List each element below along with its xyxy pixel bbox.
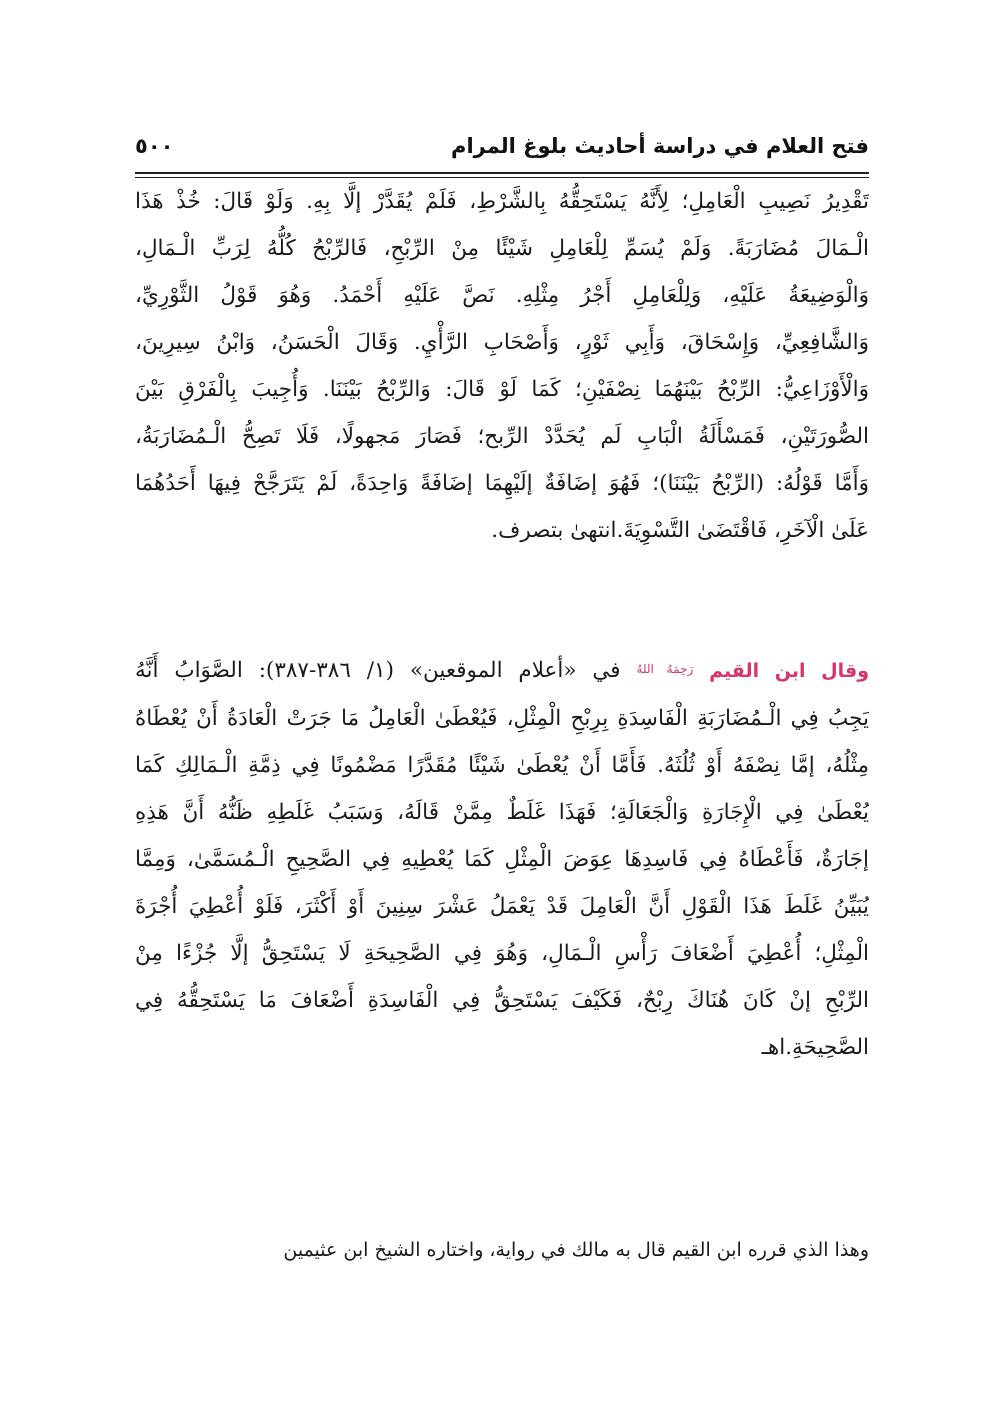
text-line: تَقْدِيرُ نَصِيبِ الْعَامِلِ؛ لِأَنَّهُ يَسْتَحِقُّهُ بِالشَّرْطِ، فَلَمْ يُقَدَّرْ إلَّا بِهِ. وَلَوْ قَالَ: خُذْ هَذَا [135, 189, 869, 214]
text-line: وَالْأَوْزَاعِيُّ: الرِّبْحُ بَيْنَهُمَا نِصْفَيْنِ؛ كَمَا لَوْ قَالَ: وَالرِّبْحُ بَيْنَنَا. وَأُجِيبَ بِالْفَرْقِ بَيْنَ [135, 377, 869, 402]
text-line: الْمِثْلِ؛ أُعْطِيَ أَضْعَافَ رَأْسِ الْـمَالِ، وَهُوَ فِي الصَّحِيحَةِ لَا يَسْتَحِقُّ إلَّا جُزْءًا مِنْ [135, 941, 869, 966]
text-line: يُعْطَىٰ فِي الْإِجَارَةِ وَالْجَعَالَةِ؛ فَهَذَا غَلَطٌ مِمَّنْ قَالَهُ، وَسَبَبُ غَلَطِهِ ظَنُّهُ أَنَّ هَذِهِ [135, 800, 869, 825]
honorific-mark: رَحِمَهُ اللهُ [636, 662, 694, 676]
header-rule-thick [135, 172, 869, 174]
text-line: الصَّحِيحَةِ.اهـ [761, 1035, 869, 1060]
paragraph-2 [135, 646, 869, 1071]
page-header [135, 128, 869, 172]
text-line: الرِّبْحِ إنْ كَانَ هُنَاكَ رِبْحٌ، فَكَيْفَ يَسْتَحِقُّ فِي الْفَاسِدَةِ أَضْعَافَ مَا يَسْتَحِقُّهُ فِي [135, 988, 869, 1013]
text-line: عَلَىٰ الْآخَرِ، فَاقْتَضَىٰ التَّسْوِيَةَ.انتهىٰ بتصرف. [491, 518, 869, 543]
page-number: ٥٠٠ [135, 134, 174, 158]
text-line: يَجِبُ فِي الْـمُضَارَبَةِ الْفَاسِدَةِ بِرِبْحِ الْمِثْلِ، فَيُعْطَىٰ الْعَامِلُ مَا جَرَتْ الْعَادَةُ أَنْ يُعْطَاهُ [135, 706, 869, 731]
speaker-name: وقال ابن القيم [709, 660, 869, 682]
text-line-with-speaker [135, 646, 869, 695]
text-line: يُبَيِّنُ غَلَطَ هَذَا الْقَوْلِ أَنَّ الْعَامِلَ قَدْ يَعْمَلُ عَشْرَ سِنِينَ أَوْ أَكْثَرَ، فَلَوْ أُعْطِيَ أُجْرَةَ [135, 894, 869, 919]
paragraph-3 [135, 1227, 869, 1274]
text-line: وَأَمَّا قَوْلُهُ: (الرِّبْحُ بَيْنَنَا)؛ فَهُوَ إضَافَةٌ إلَيْهِمَا إضَافَةً وَاحِدَةً، لَمْ يَتَرَجَّحْ فِيهَا أَحَدُهُمَا [135, 471, 869, 496]
text-line: وَالشَّافِعِيِّ، وَإِسْحَاقَ، وَأَبِي ثَوْرٍ، وَأَصْحَابِ الرَّأْيِ. وَقَالَ الْحَسَنُ، وَابْنُ سِيرِينَ، [135, 330, 869, 355]
text-line: وَالْوَضِيعَةُ عَلَيْهِ، وَلِلْعَامِلِ أَجْرُ مِثْلِهِ. نَصَّ عَلَيْهِ أَحْمَدُ. وَهُوَ قَوْلُ الثَّوْرِيِّ، [135, 283, 869, 308]
text-line: إجَارَةٌ، فَأَعْطَاهُ فِي فَاسِدِهَا عِوَضَ الْمِثْلِ كَمَا يُعْطِيهِ فِي الصَّحِيحِ الْـمُسَمَّىٰ، وَمِمَّا [135, 847, 869, 872]
book-title: فتح العلام في دراسة أحاديث بلوغ المرام [451, 134, 869, 158]
quote-intro: في «أعلام الموقعين» (١/ ٣٨٦-٣٨٧): الصَّوَابُ أَنَّهُ [135, 658, 621, 683]
paragraph-1 [135, 178, 869, 554]
text-line: مِثْلُهُ، إمَّا نِصْفَهُ أَوْ ثُلُثَهُ. فَأَمَّا أَنْ يُعْطَىٰ شَيْئًا مُقَدَّرًا مَضْمُونًا فِي ذِمَّةِ الْـمَالِكِ كَمَا [135, 753, 869, 778]
text-line: الصُّورَتَيْنِ، فَمَسْأَلَةُ الْبَابِ لَم يُحَدَّدْ الرِّبح؛ فَصَارَ مَجهولًا، فَلَا تَصِحُّ الْـمُضَارَبَةُ، [135, 424, 869, 449]
text-line: الْـمَالَ مُضَارَبَةً. وَلَمْ يُسَمِّ لِلْعَامِلِ شَيْئًا مِنْ الرِّبْحِ، فَالرِّبْحُ كُلُّهُ لِرَبِّ الْـمَالِ، [135, 236, 869, 261]
text-line: وهذا الذي قرره ابن القيم قال به مالك في رواية، واختاره الشيخ ابن عثيمين [283, 1239, 869, 1261]
